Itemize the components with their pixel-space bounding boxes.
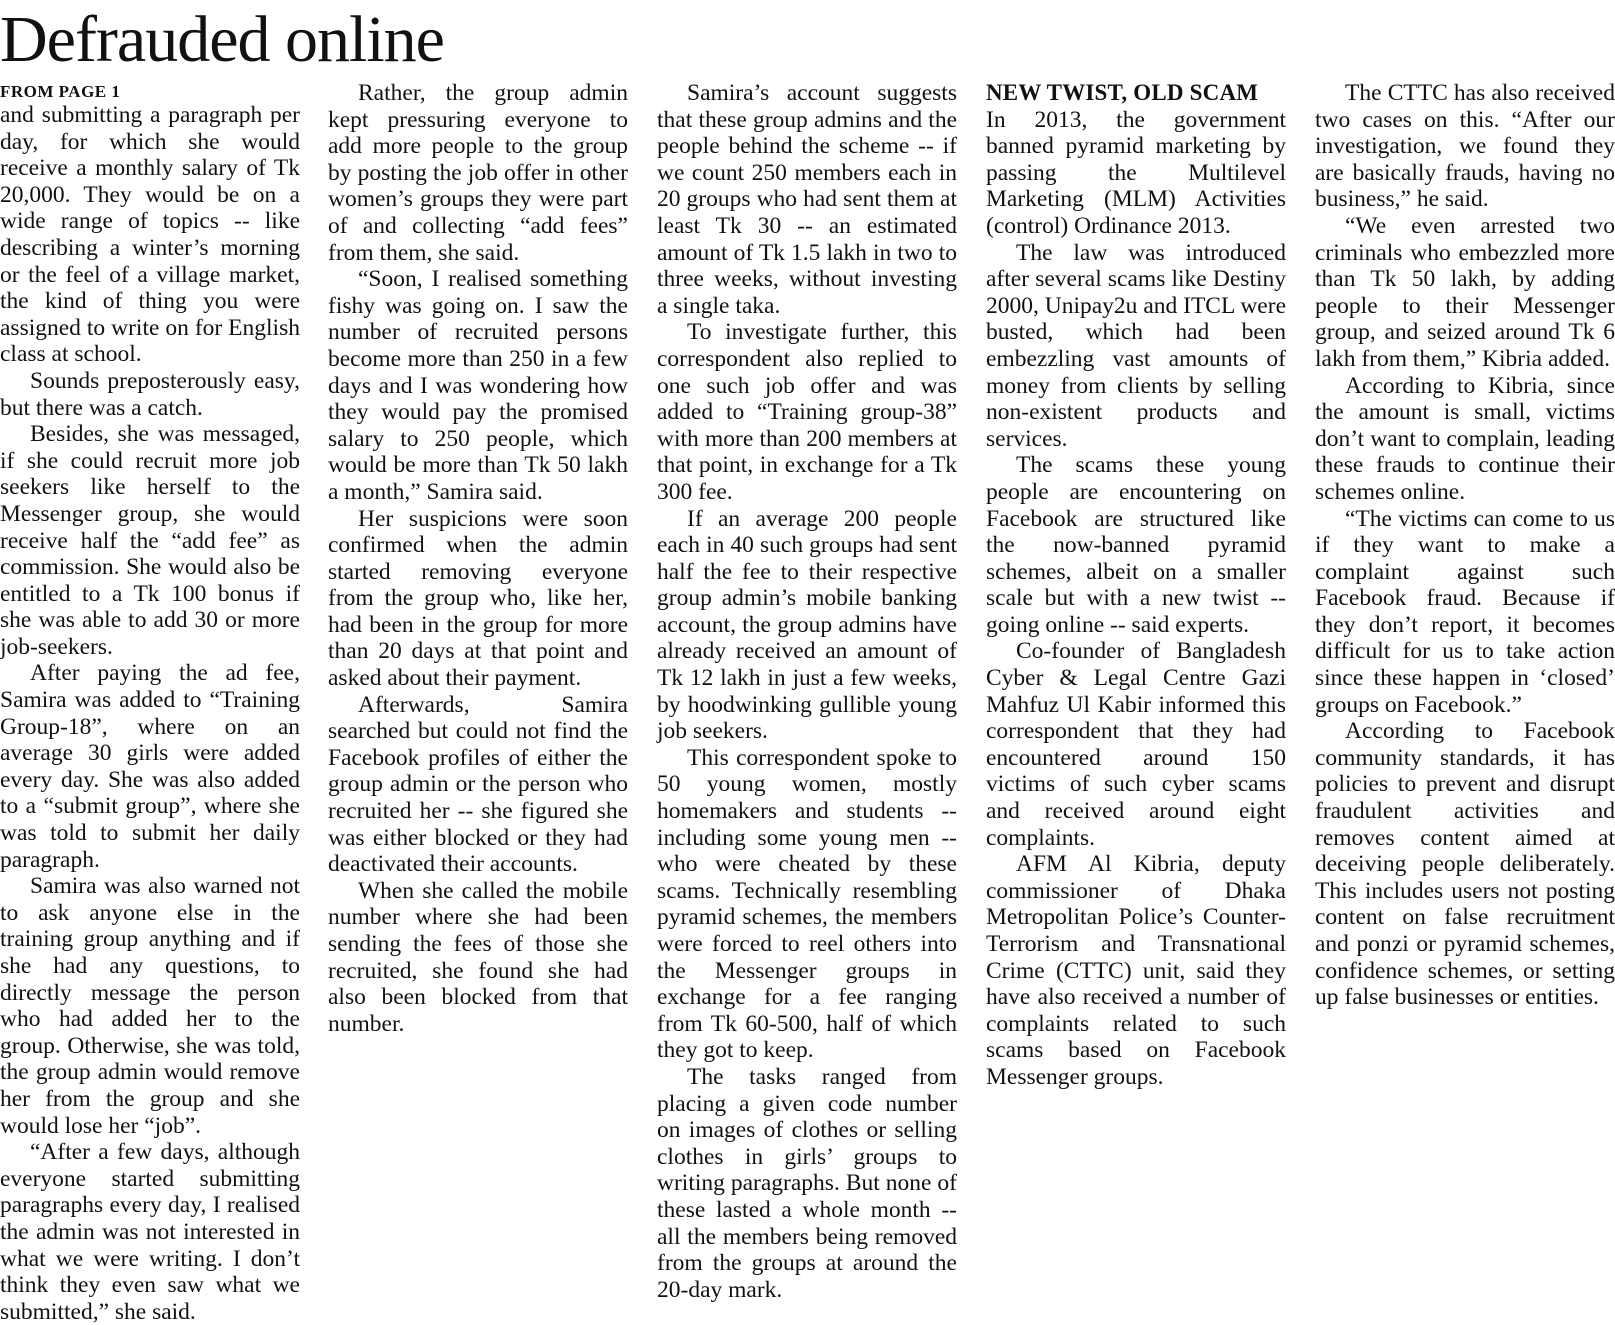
paragraph: AFM Al Kibria, deputy commissioner of Dhaka Metropolitan Police’s Counter-Terrorism and Transnational Crime (CTTC) unit, said they have also received a number of complaints related to such scams based on Facebook Messenger groups. bbox=[986, 851, 1286, 1090]
column-4 bbox=[986, 80, 1286, 1285]
paragraph: In 2013, the government banned pyramid marketing by passing the Multilevel Marketing (MLM) Activities (control) Ordinance 2013. bbox=[986, 106, 1286, 239]
paragraph: “Soon, I realised something fishy was going on. I saw the number of recruited persons become more than 250 in a few days and I was wondering how they would pay the promised salary to 250 people, which would be more than Tk 50 lakh a month,” Samira said. bbox=[328, 266, 628, 505]
paragraph: The law was introduced after several scams like Destiny 2000, Unipay2u and ITCL were busted, which had been embezzling vast amounts of money from clients by selling non-existent products and services. bbox=[986, 239, 1286, 452]
paragraph: Co-founder of Bangladesh Cyber & Legal Centre Gazi Mahfuz Ul Kabir informed this correspondent that they had encountered around 150 victims of such cyber scams and received around eight complaints. bbox=[986, 638, 1286, 851]
paragraph: Afterwards, Samira searched but could not find the Facebook profiles of either the group admin or the person who recruited her -- she figured she was either blocked or they had deactivated their accounts. bbox=[328, 691, 628, 878]
paragraph: To investigate further, this correspondent also replied to one such job offer and was added to “Training group-38” with more than 200 members at that point, in exchange for a Tk 300 fee. bbox=[657, 319, 957, 505]
paragraph: Rather, the group admin kept pressuring everyone to add more people to the group by posting the job offer in other women’s groups they were part of and collecting “add fees” from them, she said. bbox=[328, 80, 628, 266]
column-5 bbox=[1315, 80, 1615, 1285]
paragraph: The tasks ranged from placing a given code number on images of clothes or selling clothes in girls’ groups to writing paragraphs. But none of these lasted a whole month -- all the members being removed from the groups at around the 20-day mark. bbox=[657, 1063, 957, 1303]
paragraph: “The victims can come to us if they want to make a complaint against such Facebook fraud. Because if they don’t report, it becomes difficult for us to take action since these happen in ‘closed’ groups on Facebook.” bbox=[1315, 505, 1615, 718]
paragraph: The CTTC has also received two cases on this. “After our investigation, we found they are basically frauds, having no business,” he said. bbox=[1315, 80, 1615, 213]
paragraph: “We even arrested two criminals who embezzled more than Tk 50 lakh, by adding people to their Messenger group, and seized around Tk 6 lakh from them,” Kibria added. bbox=[1315, 212, 1615, 372]
paragraph: If an average 200 people each in 40 such groups had sent half the fee to their respective group admin’s mobile banking account, the group admins have already received an amount of Tk 12 lakh in just a few weeks, by hoodwinking gullible young job seekers. bbox=[657, 505, 957, 745]
paragraph: Besides, she was messaged, if she could recruit more job seekers like herself to the Messenger group, she would receive half the “add fee” as commission. She would also be entitled to a Tk 100 bonus if she was able to add 30 or more job-seekers. bbox=[0, 421, 300, 660]
paragraph: Sounds preposterously easy, but there was a catch. bbox=[0, 367, 300, 421]
continued-from-label: FROM PAGE 1 bbox=[0, 82, 121, 101]
paragraph: Samira was also warned not to ask anyone else in the training group anything and if she had any questions, to directly message the person who had added her to the group. Otherwise, she was told, the group admin would remove her from the group and she would lose her “job”. bbox=[0, 873, 300, 1139]
paragraph: “After a few days, although everyone started submitting paragraphs every day, I realised the admin was not interested in what we were writing. I don’t think they even saw what we submitted,” she said. bbox=[0, 1139, 300, 1325]
headline: Defrauded online bbox=[0, 3, 444, 76]
paragraph: Samira’s account suggests that these group admins and the people behind the scheme -- if we count 250 members each in 20 groups who had sent them at least Tk 30 -- an estimated amount of Tk 1.5 lakh in two to three weeks, without investing a single taka. bbox=[657, 80, 957, 319]
paragraph: Her suspicions were soon confirmed when the admin started removing everyone from the group who, like her, had been in the group for more than 20 days at that point and asked about their payment. bbox=[328, 505, 628, 692]
paragraph: After paying the ad fee, Samira was added to “Training Group-18”, where on an average 30 girls were added every day. She was also added to a “submit group”, where she was told to submit her daily paragraph. bbox=[0, 660, 300, 873]
subhead: NEW TWIST, OLD SCAM bbox=[986, 80, 1259, 105]
paragraph: and submitting a paragraph per day, for which she would receive a monthly salary of Tk 20,000. They would be on a wide range of topics -- like describing a winter’s morning or the feel of a village market, the kind of thing you were assigned to write on for English class at school. bbox=[0, 102, 300, 368]
paragraph: According to Facebook community standards, it has policies to prevent and disrupt fraudulent activities and removes content aimed at deceiving people deliberately. This includes users not posting content on false recruitment and ponzi or pyramid schemes, confidence schemes, or setting up false businesses or entities. bbox=[1315, 718, 1615, 1011]
column-1 bbox=[0, 82, 300, 1325]
paragraph: The scams these young people are encountering on Facebook are structured like the now-banned pyramid schemes, albeit on a smaller scale but with a new twist -- going online -- said experts. bbox=[986, 452, 1286, 638]
column-3 bbox=[657, 80, 957, 1303]
paragraph: According to Kibria, since the amount is small, victims don’t want to complain, leading these frauds to continue their schemes online. bbox=[1315, 372, 1615, 505]
paragraph: This correspondent spoke to 50 young women, mostly homemakers and students -- including some young men -- who were cheated by these scams. Technically resembling pyramid schemes, the members were forced to reel others into the Messenger groups in exchange for a fee ranging from Tk 60-500, half of which they got to keep. bbox=[657, 744, 957, 1064]
column-2 bbox=[328, 80, 628, 1285]
paragraph: When she called the mobile number where she had been sending the fees of those she recruited, she found she had also been blocked from that number. bbox=[328, 877, 628, 1037]
